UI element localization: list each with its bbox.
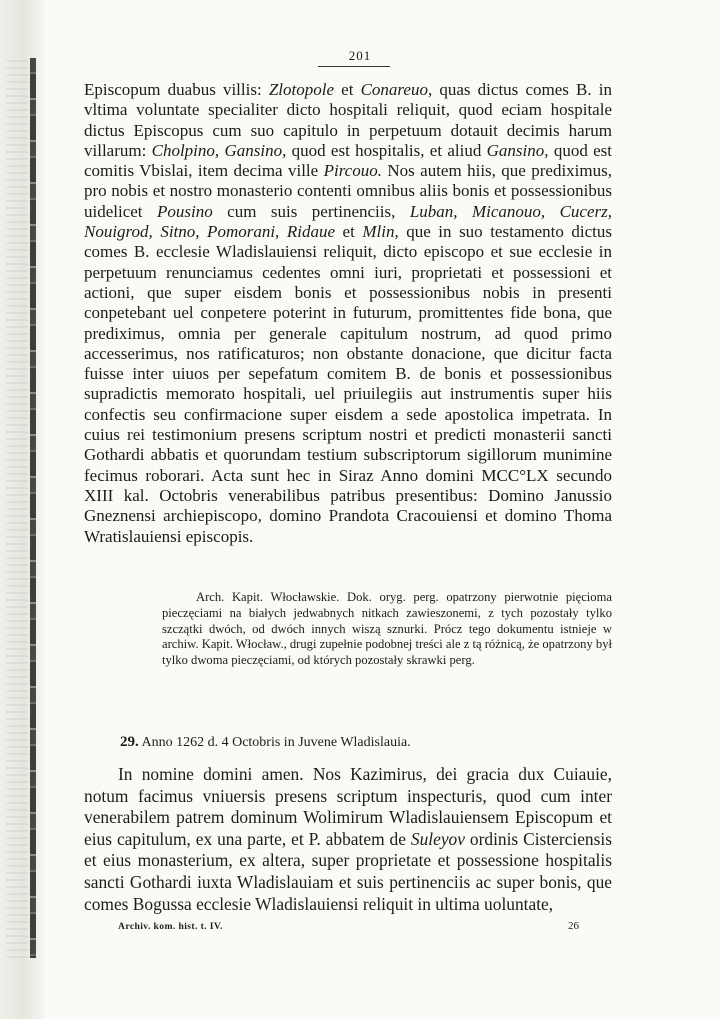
archive-note-text: Arch. Kapit. Włocławskie. Dok. oryg. perg. opatrzony pierwotnie pięcioma pieczęciami na białych jedwabnych nitkach zawieszonemi, z tych pozostały tylko szczątki dwóch, od dwóch innych wiszą sznurki. Prócz tego dokumentu istnieje w archiw. Kapit. Włocław., drugi zupełnie podobnej treści ale z tą różnicą, że opatrzony był tylko dwoma pieczęciami, od których pozostały skrawki perg.: [162, 590, 612, 668]
place-name: Gansino,: [486, 140, 549, 160]
place-name-list: Luban, Micanouo, Cucerz, Nouigrod, Sitno, Pomorani, Ridaue: [84, 201, 613, 242]
document-text: [84, 764, 612, 915]
footer-sheet-number: 26: [568, 920, 579, 932]
place-name: Pousino: [156, 201, 213, 221]
text-segment: et: [334, 80, 361, 99]
document-heading: [120, 733, 620, 752]
footer-signature: Archiv. kom. hist. t. IV.: [118, 921, 223, 932]
text-segment: quas dictus comes B. in vltima voluntate specialiter dicto hospitali reliquit, quod eciam hospitale dictus Episcopus cum suo capitulo in perpetuum dotauit decimis harum villarum:: [84, 80, 612, 160]
page-number: 201: [348, 48, 372, 63]
document-date: Anno 1262 d. 4 Octobris in Juvene Wladislauia.: [141, 735, 411, 750]
book-binding-edge: [0, 0, 44, 1019]
charter-paragraph: [84, 80, 612, 547]
text-segment: Episcopum duabus villis:: [84, 80, 269, 99]
place-name: Pircouo.: [323, 161, 382, 181]
text-segment: que in suo testamento dictus comes B. ecclesie Wladislauiensi reliquit, dicto episcopo et sue ecclesie in perpetuum renunciamus cedentes omni iuri, proprietati et possessioni et actioni, que super eisdem bonis et possessionibus nobis in presenti conpetebant uel conpetere poterint in futurum, promittentes fide bona, que prediximus, omnia per generale capitulum nostrum, ad quod primo accesserimus, nos ratificaturos; non obstante donacione, que dicitur facta fuisse inter uiuos per sepefatum comitem B. de bonis et possessionibus supradictis memorato hospitali, uel priuilegiis aut instrumentis super hiis confectis seu confirmacione super eisdem a sede apostolica impetrata. In cuius rei testimonium presens scriptum nostri et predicti monasterii sancti Gothardi abbatis et quorundam testium subscriptorum sigillorum munimine fecimus roborari. Acta sunt hec in Siraz Anno domini MCC°LX secundo XIII kal. Octobris venerabilibus patribus presentibus: Domino Janussio Gneznensi archiepiscopo, domino Prandota Cracouiensi et domino Thoma Wratislauiensi episcopis.: [84, 222, 612, 546]
text-segment: cum suis pertinenciis,: [212, 201, 410, 221]
binding-texture: [6, 60, 28, 960]
binding-spine: [30, 58, 36, 958]
text-segment: ordinis Cisterciensis et eius monasterium, ex altera, super proprietate et possessione hospitalis sancti Gothardi iuxta Wladislauiam et suis pertinenciis ac super bonis, que comes Bogussa ecclesie Wladislauiensi reliquit in ultima uoluntate,: [84, 828, 612, 914]
text-segment: quod est comitis Vbislai, item decima ville: [84, 140, 612, 181]
place-name: Mlin,: [362, 222, 399, 242]
place-name: Conareuo,: [360, 80, 433, 99]
text-segment: Nos autem hiis, que prediximus, pro nobis et nostro monasterio contenti omnibus aliis bonis et possessionibus uidelicet: [84, 161, 612, 221]
place-name: Gansino,: [224, 140, 287, 160]
text-segment: In nomine domini amen. Nos Kazimirus, dei gracia dux Cuiauie, notum facimus vniuersis presens scriptum inspecturis, quod cum inter venerabilem patrem dominum Wolimirum Wladislauiensem Episcopum et eius capitulum, ex una parte, et P. abbatem de: [84, 764, 612, 849]
place-name: Cholpino,: [151, 140, 220, 160]
document-number: 29.: [120, 734, 139, 750]
text-segment: quod est hospitalis, et aliud: [286, 140, 487, 160]
document-paragraph: [84, 764, 612, 915]
charter-continuation-text: [84, 80, 612, 547]
text-segment: et: [335, 222, 363, 242]
page-number-rule: [318, 66, 390, 67]
place-name: Suleyov: [410, 828, 465, 849]
place-name: Zlotopole: [268, 80, 335, 99]
archive-note: [162, 590, 612, 669]
